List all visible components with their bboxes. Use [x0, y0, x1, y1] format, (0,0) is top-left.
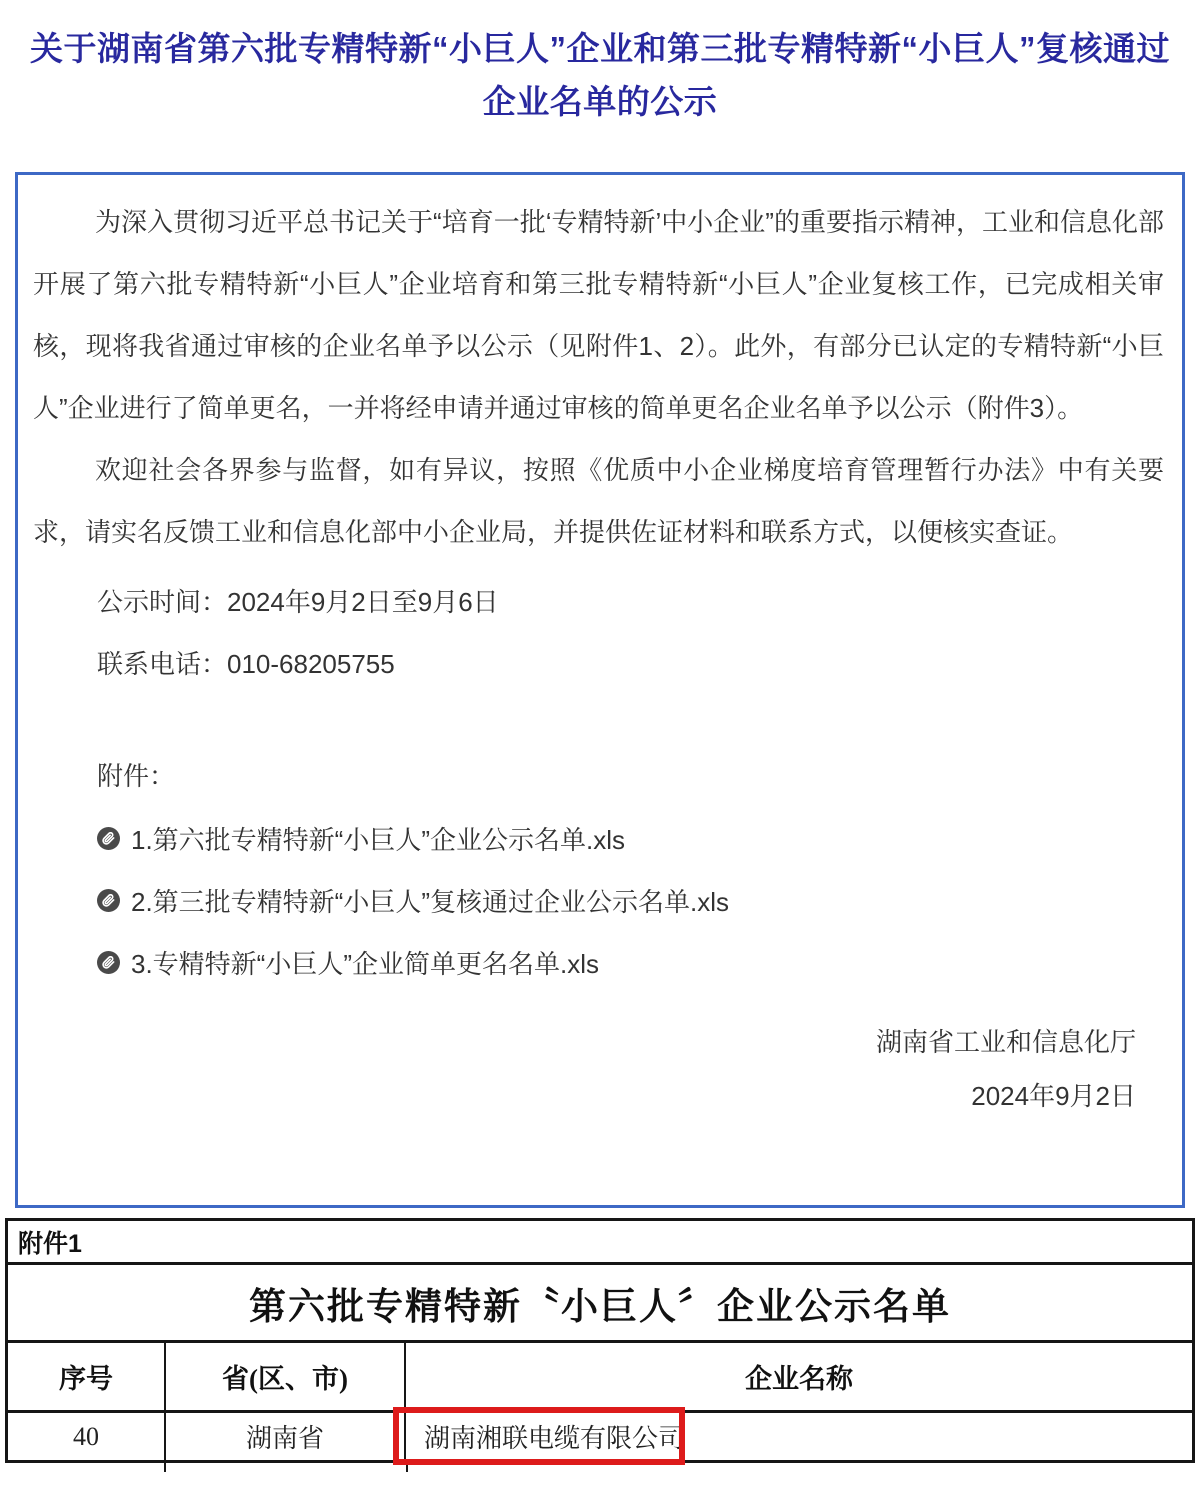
paperclip-icon — [97, 951, 120, 974]
cell-serial-number: 40 — [8, 1413, 166, 1460]
contact-phone: 联系电话：010-68205755 — [97, 649, 395, 679]
attachment-link-1[interactable] — [33, 807, 1164, 869]
attachment-link-3[interactable] — [33, 931, 1164, 993]
annex-table — [5, 1218, 1195, 1463]
attachment-link-2[interactable] — [33, 869, 1164, 931]
announcement-page — [0, 22, 1200, 1507]
issuer: 湖南省工业和信息化厅 — [875, 1027, 1136, 1057]
cell-province: 湖南省 — [166, 1413, 406, 1460]
issue-date: 2024年9月2日 — [971, 1081, 1136, 1111]
notice-box — [15, 172, 1185, 1208]
attachment-link-3-label: 3.专精特新“小巨人”企业简单更名名单.xls — [131, 948, 600, 979]
signature-block — [33, 1015, 1164, 1123]
header-company-name: 企业名称 — [745, 1364, 853, 1394]
company-name: 湖南湘联电缆有限公司 — [424, 1424, 685, 1453]
page-title: 关于湖南省第六批专精特新“小巨人”企业和第三批专精特新“小巨人”复核通过企业名单的公示 — [30, 30, 1170, 121]
header-serial-number: 序号 — [8, 1343, 166, 1410]
annex-title: 第六批专精特新〝小巨人〞企业公示名单 — [8, 1265, 1192, 1343]
annex-label: 附件1 — [8, 1221, 1192, 1265]
annex-header-row — [8, 1343, 1192, 1413]
attachments-label: 附件： — [97, 761, 176, 791]
attachment-link-2-label: 2.第三批专精特新“小巨人”复核通过企业公示名单.xls — [131, 886, 730, 917]
attachment-link-1-label: 1.第六批专精特新“小巨人”企业公示名单.xls — [131, 824, 626, 855]
header-province: 省(区、市) — [166, 1343, 406, 1410]
cell-company-name — [406, 1413, 1192, 1460]
notice-paragraph-2: 欢迎社会各界参与监督，如有异议，按照《优质中小企业梯度培育管理暂行办法》中有关要求，请实名反馈工业和信息化部中小企业局，并提供佐证材料和联系方式，以便核实查证。 — [33, 455, 1164, 547]
paperclip-icon — [97, 889, 120, 912]
table-row — [8, 1413, 1192, 1460]
notice-paragraph-1: 为深入贯彻习近平总书记关于“培育一批‘专精特新’中小企业”的重要指示精神，工业和信息化部开展了第六批专精特新“小巨人”企业培育和第三批专精特新“小巨人”企业复核工作，已完成相关审核，现将我省通过审核的企业名单予以公示（见附件1、2）。此外，有部分已认定的专精特新“小巨人”企业进行了简单更名，一并将经申请并通过审核的简单更名企业名单予以公示（附件3）。 — [33, 207, 1164, 423]
table-gridline-stub — [406, 1463, 408, 1472]
paperclip-icon — [97, 827, 120, 850]
table-gridline-stub — [164, 1463, 166, 1472]
publicity-time: 公示时间：2024年9月2日至9月6日 — [97, 587, 499, 617]
